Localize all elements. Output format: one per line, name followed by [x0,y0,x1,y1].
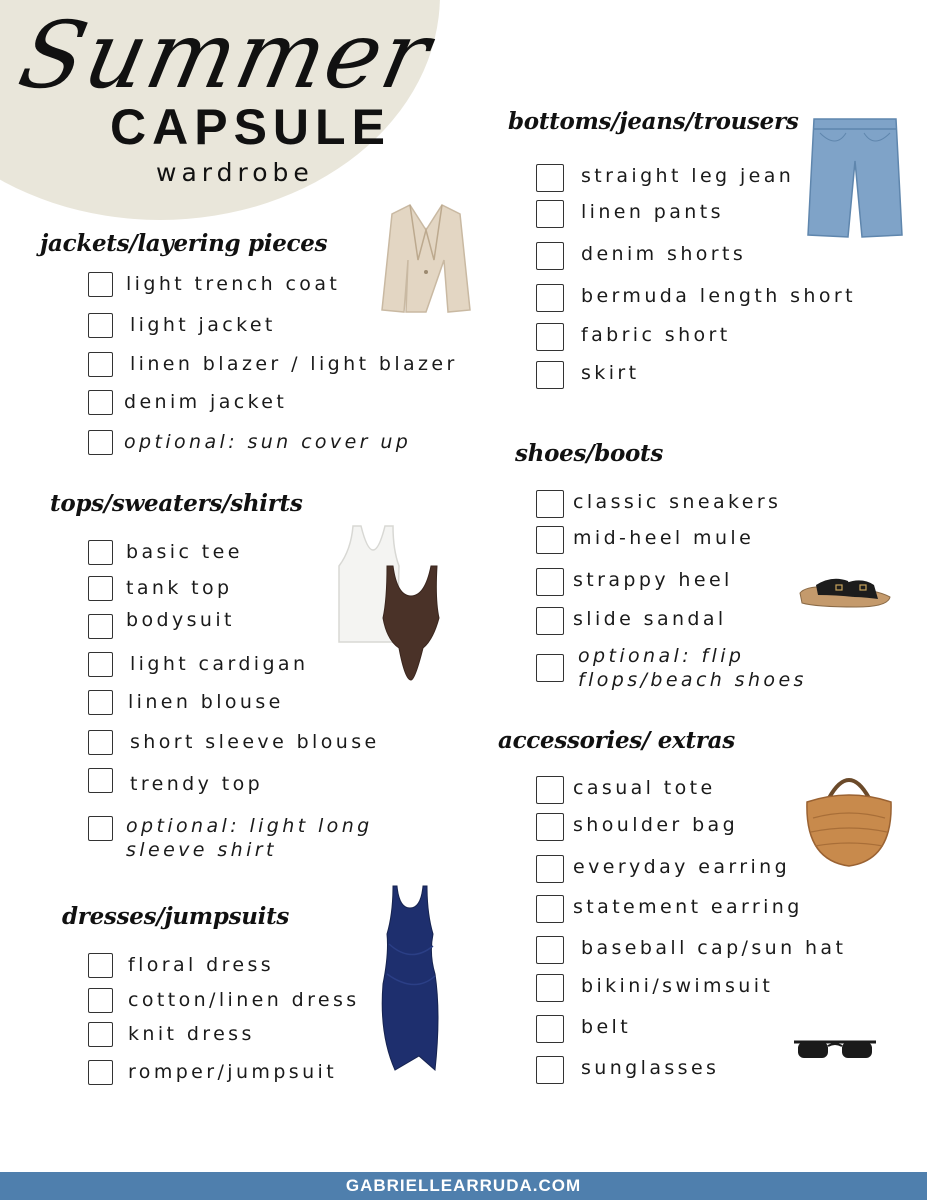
checkbox[interactable] [88,352,113,377]
blazer-image [378,200,474,315]
heading-jackets: jackets/layering pieces [40,230,328,257]
checkbox[interactable] [88,390,113,415]
checkbox[interactable] [88,652,113,677]
item-label: shoulder bag [573,814,739,836]
item-label: trendy top [130,773,264,795]
item-label: bikini/swimsuit [581,975,774,997]
checkbox[interactable] [536,813,564,841]
item-label: mid-heel mule [573,527,755,549]
checkbox[interactable] [88,1060,113,1085]
title-script: Summer [10,2,441,109]
item-label: baseball cap/sun hat [581,937,847,959]
checkbox[interactable] [88,988,113,1013]
checkbox[interactable] [88,730,113,755]
item-label: bodysuit [126,609,235,631]
item-label: romper/jumpsuit [128,1061,338,1083]
checkbox[interactable] [88,614,113,639]
heading-dresses: dresses/jumpsuits [62,903,290,930]
heading-shoes: shoes/boots [515,440,664,467]
item-label: slide sandal [573,608,727,630]
item-label: floral dress [128,954,275,976]
checkbox[interactable] [536,200,564,228]
checkbox[interactable] [88,576,113,601]
item-label: denim jacket [124,391,288,413]
woven-bag-image [803,768,895,870]
heading-tops: tops/sweaters/shirts [50,490,303,517]
checkbox[interactable] [536,936,564,964]
sandal-image [796,573,892,613]
title-main: CAPSULE [110,99,391,155]
item-label: strappy heel [573,569,733,591]
checkbox[interactable] [88,1022,113,1047]
dress-image [375,884,445,1074]
checkbox[interactable] [88,768,113,793]
tops-image [335,520,445,685]
item-label: skirt [581,362,640,384]
item-label: linen pants [581,201,724,223]
checkbox[interactable] [536,1015,564,1043]
checkbox[interactable] [536,855,564,883]
item-label: belt [581,1016,632,1038]
checkbox[interactable] [536,323,564,351]
checkbox[interactable] [88,313,113,338]
checkbox[interactable] [536,242,564,270]
item-label: short sleeve blouse [130,731,380,753]
item-label: light cardigan [130,653,309,675]
item-label: fabric short [581,324,731,346]
checkbox[interactable] [536,361,564,389]
item-label: sunglasses [581,1057,720,1079]
footer-bar [0,1172,927,1200]
item-label: basic tee [126,541,243,563]
checkbox[interactable] [536,568,564,596]
item-label: knit dress [128,1023,255,1045]
checkbox[interactable] [536,607,564,635]
checkbox[interactable] [536,490,564,518]
checkbox[interactable] [88,816,113,841]
checkbox[interactable] [536,164,564,192]
item-label: bermuda length short [581,285,856,307]
checkbox[interactable] [536,895,564,923]
title-sub: wardrobe [156,158,314,187]
checkbox[interactable] [88,690,113,715]
item-label: light jacket [130,314,276,336]
checkbox[interactable] [536,654,564,682]
checkbox[interactable] [88,272,113,297]
item-label: classic sneakers [573,491,782,513]
item-label: optional: light long sleeve shirt [126,815,373,861]
heading-accessories: accessories/ extras [498,727,735,754]
item-label: straight leg jean [581,165,795,187]
item-label: everyday earring [573,856,791,878]
item-label: light trench coat [126,273,341,295]
heading-bottoms: bottoms/jeans/trousers [508,108,799,135]
checkbox[interactable] [536,974,564,1002]
item-label: cotton/linen dress [128,989,360,1011]
checkbox[interactable] [88,430,113,455]
item-label: linen blouse [128,691,284,713]
footer-url[interactable]: GABRIELLEARRUDA.COM [345,1176,582,1195]
sunglasses-image [792,1034,878,1064]
denim-shorts-image [806,115,904,240]
item-label: casual tote [573,777,716,799]
item-label: tank top [126,577,233,599]
checkbox[interactable] [536,526,564,554]
item-label: denim shorts [581,243,747,265]
checkbox[interactable] [88,953,113,978]
item-label: optional: sun cover up [124,431,412,453]
checkbox[interactable] [536,284,564,312]
checkbox[interactable] [536,1056,564,1084]
checkbox[interactable] [536,776,564,804]
item-label: linen blazer / light blazer [130,353,458,375]
item-label: statement earring [573,896,803,918]
checkbox[interactable] [88,540,113,565]
item-label: optional: flip flops/beach shoes [578,645,807,691]
